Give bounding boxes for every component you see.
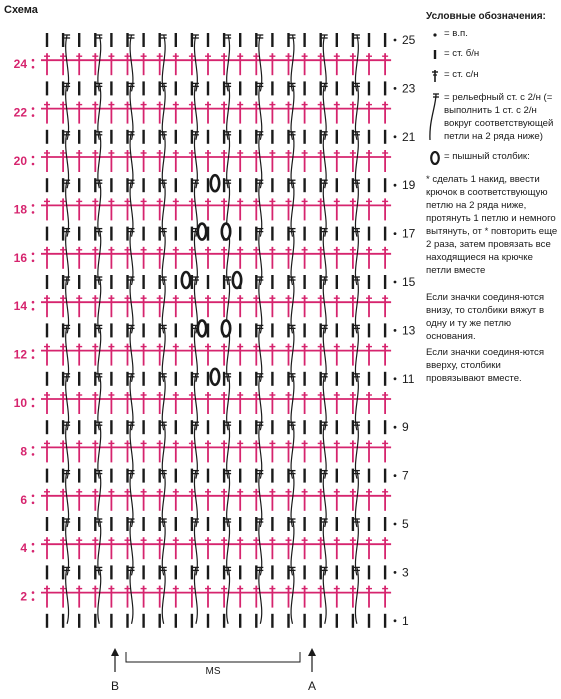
chain-dot xyxy=(394,571,397,574)
row-number-right: 1 xyxy=(402,613,409,628)
row-number-left: 12 xyxy=(13,347,27,362)
puff-stitch-icon xyxy=(426,151,444,170)
puff-stitch xyxy=(211,369,219,385)
chain-dot xyxy=(394,523,397,526)
puff-stitch xyxy=(182,272,190,288)
a-arrow-head xyxy=(308,648,316,656)
join-note-top: Если значки соединя-ются вверху, столбики провязывают вместе. xyxy=(426,347,545,385)
chain-dot xyxy=(32,253,35,256)
chain-dot xyxy=(32,495,35,498)
chain-dot xyxy=(32,156,35,159)
join-note-bottom: Если значки соединя-ются внизу, то столбики вяжут в одну и ту же петлю основания. xyxy=(426,291,545,342)
post-curve xyxy=(66,567,69,623)
chain-dot xyxy=(394,377,397,380)
post-curve xyxy=(227,567,230,623)
post-curve xyxy=(98,567,101,623)
chain-dot xyxy=(32,502,35,505)
row-number-right: 15 xyxy=(402,275,416,289)
chain-dot xyxy=(32,260,35,263)
chain-dot xyxy=(32,405,35,408)
legend-text: = ст. б/н xyxy=(444,48,480,60)
puff-note: * сделать 1 накид, ввести крючок в соответствующую петлю на 2 ряда ниже, протянуть 1 петлю и немного вытянуть, от * повторить еще 2 раза, затем провязать все находящиеся на крючке петли вместе xyxy=(426,174,558,276)
chain-dot xyxy=(32,211,35,214)
legend-title: Условные обозначения: xyxy=(426,11,546,22)
chain-dot xyxy=(32,301,35,304)
chain-dot xyxy=(394,619,397,622)
chain-dot xyxy=(394,87,397,90)
chain-dot xyxy=(394,135,397,138)
chain-dot xyxy=(394,426,397,429)
stitch-grid xyxy=(41,33,391,628)
chain-dot xyxy=(394,281,397,284)
chain-dot xyxy=(394,184,397,187)
puff-stitches xyxy=(182,175,241,385)
legend-text: = рельефный ст. с 2/н (= выполнить 1 ст. с 2/н вокруг соответствующей петли на 2 ряда ниже) xyxy=(444,92,554,143)
chain-dot xyxy=(32,66,35,69)
ms-bracket xyxy=(126,652,300,662)
post-curve xyxy=(130,567,133,623)
row-number-left: 20 xyxy=(13,154,27,168)
row-number-left: 16 xyxy=(13,250,27,265)
single-crochet-icon xyxy=(426,48,444,65)
legend-item-sc xyxy=(426,48,558,65)
row-number-left: 22 xyxy=(13,105,27,120)
chain-dot xyxy=(32,308,35,311)
post-curve xyxy=(323,567,326,623)
row-number-right: 9 xyxy=(402,420,409,435)
legend-item-puff xyxy=(426,151,558,170)
ms-label: MS xyxy=(205,666,221,677)
legend-item-fptr xyxy=(426,92,558,147)
legend xyxy=(426,10,558,386)
chain-dot xyxy=(32,446,35,449)
row-number-left: 2 xyxy=(20,589,27,604)
chain-dot xyxy=(32,356,35,359)
post-stitches xyxy=(64,35,360,624)
chain-dot xyxy=(32,453,35,456)
chain-dot xyxy=(32,59,35,62)
puff-stitch xyxy=(222,320,230,336)
row-number-left: 10 xyxy=(13,396,27,410)
double-crochet-icon xyxy=(426,69,444,88)
post-curve xyxy=(259,567,262,623)
chain-dot xyxy=(32,543,35,546)
chain-dot xyxy=(32,107,35,110)
puff-stitch xyxy=(198,320,206,336)
chain-dot xyxy=(32,550,35,553)
row-number-right: 11 xyxy=(402,371,415,386)
row-number-right: 19 xyxy=(402,178,416,193)
legend-text: = ст. с/н xyxy=(444,69,479,81)
puff-stitch xyxy=(233,272,241,288)
post-curve xyxy=(355,567,358,623)
row-number-right: 13 xyxy=(402,323,416,338)
a-label: A xyxy=(307,679,317,693)
chain-dot xyxy=(32,398,35,401)
post-curve xyxy=(291,567,294,623)
chain-dot xyxy=(394,329,397,332)
chart-title: Схема xyxy=(4,4,38,16)
chain-dot-icon xyxy=(426,28,444,45)
legend-text: = пышный столбик: xyxy=(444,151,530,163)
b-arrow-head xyxy=(111,648,119,656)
legend-item-dc xyxy=(426,69,558,88)
repeat-markers xyxy=(111,648,316,693)
row-number-right: 25 xyxy=(402,33,416,47)
puff-stitch xyxy=(222,224,230,240)
row-number-right: 21 xyxy=(402,129,416,144)
legend-text: = в.п. xyxy=(444,27,468,39)
front-post-stitch-icon xyxy=(426,92,444,147)
row-number-right: 3 xyxy=(402,565,409,580)
chain-dot xyxy=(394,39,397,42)
row-number-left: 8 xyxy=(20,444,27,459)
puff-stitch xyxy=(198,224,206,240)
chain-dot xyxy=(32,114,35,117)
row-number-right: 17 xyxy=(402,226,416,241)
chain-dot xyxy=(32,349,35,352)
chain-dot xyxy=(394,232,397,235)
row-number-right: 7 xyxy=(402,468,409,483)
puff-stitch xyxy=(211,175,219,191)
chain-dot xyxy=(32,598,35,601)
chain-dot xyxy=(32,163,35,166)
row-number-left: 18 xyxy=(13,202,27,217)
legend-item-chain xyxy=(426,28,558,45)
row-number-left: 24 xyxy=(13,57,27,72)
row-number-right: 5 xyxy=(402,517,409,531)
row-number-left: 14 xyxy=(13,299,27,314)
chain-dot xyxy=(32,591,35,594)
b-label: B xyxy=(110,679,120,693)
chain-dot xyxy=(32,204,35,207)
post-curve xyxy=(162,567,165,623)
row-number-left: 6 xyxy=(20,492,27,507)
row-number-left: 4 xyxy=(20,541,27,556)
row-number-right: 23 xyxy=(402,81,416,96)
chain-dot xyxy=(394,474,397,477)
post-curve xyxy=(194,567,197,623)
